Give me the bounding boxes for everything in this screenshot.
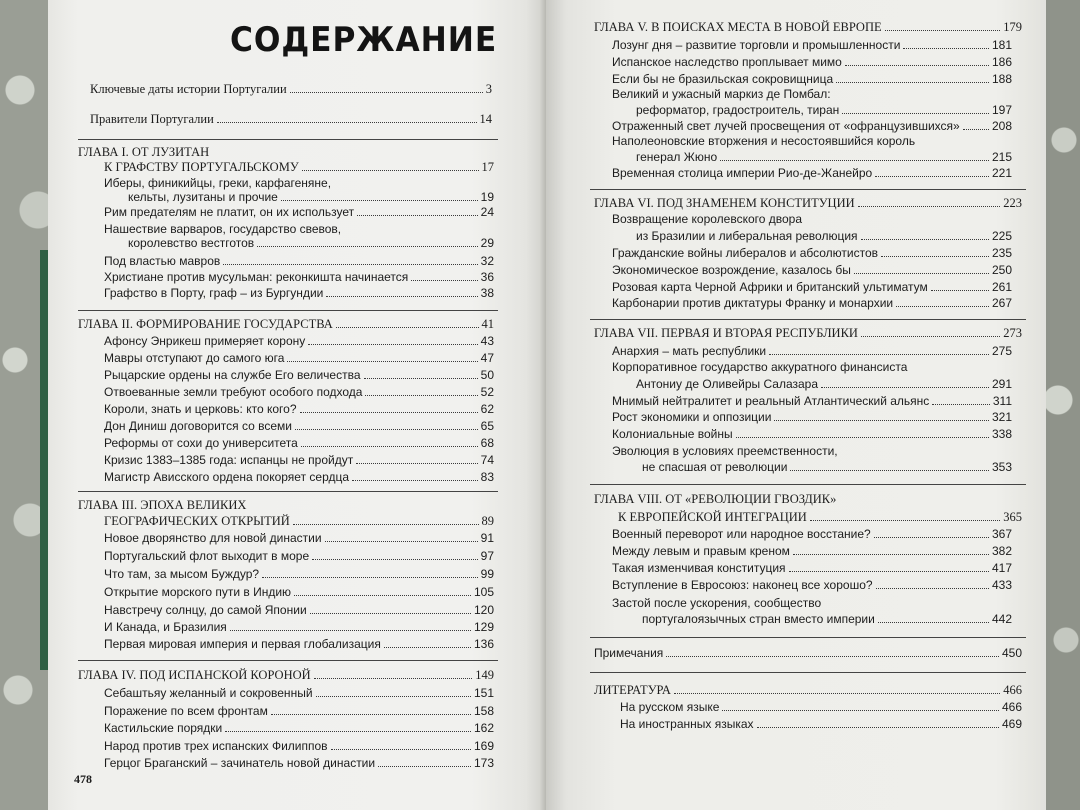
toc-entry: Вступление в Евросоюз: наконец все хорошо? 433 <box>612 578 1012 592</box>
toc-entry: Мнимый нейтралитет и реальный Атлантический альянс 311 <box>612 394 1012 408</box>
toc-entry: Новое дворянство для новой династии 91 <box>104 531 494 545</box>
toc-entry: Португальский флот выходит в море 97 <box>104 549 494 563</box>
toc-entry: Реформы от сохи до университета 68 <box>104 436 494 450</box>
toc-entry: Поражение по всем фронтам 158 <box>104 704 494 718</box>
toc-entry-notes: Примечания 450 <box>594 646 1022 660</box>
toc-entry: генерал Жюно 215 <box>636 150 1012 164</box>
toc-entry: Христиане против мусульман: реконкишта начинается 36 <box>104 270 494 284</box>
toc-entry: Лозунг дня – развитие торговли и промышленности 181 <box>612 38 1012 52</box>
page-title: СОДЕРЖАНИЕ <box>230 20 498 60</box>
toc-entry: Народ против трех испанских Филиппов 169 <box>104 739 494 753</box>
toc-entry: Что там, за мысом Буждур? 99 <box>104 567 494 581</box>
toc-entry: не спасшая от революции 353 <box>642 460 1012 474</box>
toc-entry: Первая мировая империя и первая глобализация 136 <box>104 637 494 651</box>
toc-entry: Экономическое возрождение, казалось бы 250 <box>612 263 1012 277</box>
toc-entry-line: Великий и ужасный маркиз де Помбал: <box>612 87 831 101</box>
separator <box>78 660 498 661</box>
separator <box>590 672 1026 673</box>
toc-entry-keydates: Ключевые даты истории Португалии 3 <box>90 82 492 96</box>
toc-entry: Афонсу Энрикеш примеряет корону 43 <box>104 334 494 348</box>
background-right <box>1040 0 1080 810</box>
separator <box>78 310 498 311</box>
separator <box>590 484 1026 485</box>
toc-entry: Рыцарские ордены на службе Его величества 50 <box>104 368 494 382</box>
toc-entry: Испанское наследство проплывает мимо 186 <box>612 55 1012 69</box>
toc-entry: Дон Диниш договорится со всеми 65 <box>104 419 494 433</box>
toc-entry: На иностранных языках 469 <box>620 717 1022 731</box>
separator <box>78 491 498 492</box>
toc-entry: Кастильские порядки 162 <box>104 721 494 735</box>
left-page <box>48 0 546 810</box>
toc-entry-line: Возвращение королевского двора <box>612 212 803 226</box>
toc-entry: Карбонарии против диктатуры Франку и монархии 267 <box>612 296 1012 310</box>
toc-entry-rulers: Правители Португалии 14 <box>90 112 492 126</box>
toc-entry: Между левым и правым креном 382 <box>612 544 1012 558</box>
chapter-entry: ГЛАВА VII. ПЕРВАЯ И ВТОРАЯ РЕСПУБЛИКИ 273 <box>594 326 1022 340</box>
toc-entry: Под властью мавров 32 <box>104 254 494 268</box>
toc-entry: Колониальные войны 338 <box>612 427 1012 441</box>
toc-entry: Кризис 1383–1385 года: испанцы не пройдут 74 <box>104 453 494 467</box>
toc-entry: из Бразилии и либеральная революция 225 <box>636 229 1012 243</box>
toc-entry: португалоязычных стран вместо империи 442 <box>642 612 1012 626</box>
chapter-entry: ГЛАВА VI. ПОД ЗНАМЕНЕМ КОНСТИТУЦИИ 223 <box>594 196 1022 210</box>
toc-entry: Навстречу солнцу, до самой Японии 120 <box>104 603 494 617</box>
toc-entry: реформатор, градостроитель, тиран 197 <box>636 103 1012 117</box>
toc-entry: Военный переворот или народное восстание? 367 <box>612 527 1012 541</box>
toc-entry: Магистр Ависского ордена покоряет сердца 83 <box>104 470 494 484</box>
chapter-heading: ГЛАВА I. ОТ ЛУЗИТАН <box>78 145 210 159</box>
toc-entry: Графство в Порту, граф – из Бургундии 38 <box>104 286 494 300</box>
chapter-entry: К ГРАФСТВУ ПОРТУГАЛЬСКОМУ 17 <box>104 160 494 174</box>
chapter-entry: К ЕВРОПЕЙСКОЙ ИНТЕГРАЦИИ 365 <box>618 510 1022 524</box>
chapter-entry: ГЕОГРАФИЧЕСКИХ ОТКРЫТИЙ 89 <box>104 514 494 528</box>
toc-entry: И Канада, и Бразилия 129 <box>104 620 494 634</box>
chapter-entry: ГЛАВА II. ФОРМИРОВАНИЕ ГОСУДАРСТВА 41 <box>78 317 494 331</box>
toc-entry: Гражданские войны либералов и абсолютистов 235 <box>612 246 1012 260</box>
separator <box>590 189 1026 190</box>
toc-entry-line: Наполеоновские вторжения и несостоявшийся король <box>612 134 916 148</box>
toc-entry-line: Застой после ускорения, сообщество <box>612 596 822 610</box>
toc-entry: Временная столица империи Рио-де-Жанейро 221 <box>612 166 1012 180</box>
toc-entry: Герцог Браганский – зачинатель новой династии 173 <box>104 756 494 770</box>
toc-entry: Мавры отступают до самого юга 47 <box>104 351 494 365</box>
toc-entry: Рим предателям не платит, он их использует 24 <box>104 205 494 219</box>
separator <box>590 637 1026 638</box>
toc-entry: На русском языке 466 <box>620 700 1022 714</box>
toc-entry-line: Иберы, финикийцы, греки, карфагеняне, <box>104 176 332 190</box>
toc-entry: Такая изменчивая конституция 417 <box>612 561 1012 575</box>
toc-entry: Отвоеванные земли требуют особого подхода 52 <box>104 385 494 399</box>
toc-entry: королевство вестготов 29 <box>128 236 494 250</box>
toc-entry-literature: ЛИТЕРАТУРА 466 <box>594 683 1022 697</box>
toc-entry: Отраженный свет лучей просвещения от «офранцузившихся» 208 <box>612 119 1012 133</box>
toc-entry-line: Корпоративное государство аккуратного финансиста <box>612 360 908 374</box>
toc-entry: Розовая карта Черной Африки и британский ультиматум 261 <box>612 280 1012 294</box>
chapter-entry: ГЛАВА IV. ПОД ИСПАНСКОЙ КОРОНОЙ 149 <box>78 668 494 682</box>
right-page <box>546 0 1046 810</box>
chapter-entry: ГЛАВА V. В ПОИСКАХ МЕСТА В НОВОЙ ЕВРОПЕ 179 <box>594 20 1022 34</box>
page-number: 478 <box>74 772 92 786</box>
toc-entry: Короли, знать и церковь: кто кого? 62 <box>104 402 494 416</box>
separator <box>78 139 498 140</box>
toc-entry-line: Нашествие варваров, государство свевов, <box>104 222 342 236</box>
toc-entry: Открытие морского пути в Индию 105 <box>104 585 494 599</box>
toc-entry: Рост экономики и оппозиции 321 <box>612 410 1012 424</box>
toc-entry: Себаштьяу желанный и сокровенный 151 <box>104 686 494 700</box>
toc-entry-line: Эволюция в условиях преемственности, <box>612 444 838 458</box>
chapter-heading: ГЛАВА VIII. ОТ «РЕВОЛЮЦИИ ГВОЗДИК» <box>594 492 837 506</box>
toc-entry: Антониу де Оливейры Салазара 291 <box>636 377 1012 391</box>
chapter-heading: ГЛАВА III. ЭПОХА ВЕЛИКИХ <box>78 498 247 512</box>
toc-entry: Анархия – мать республики 275 <box>612 344 1012 358</box>
toc-entry: Если бы не бразильская сокровищница 188 <box>612 72 1012 86</box>
toc-entry: кельты, лузитаны и прочие 19 <box>128 190 494 204</box>
separator <box>590 319 1026 320</box>
